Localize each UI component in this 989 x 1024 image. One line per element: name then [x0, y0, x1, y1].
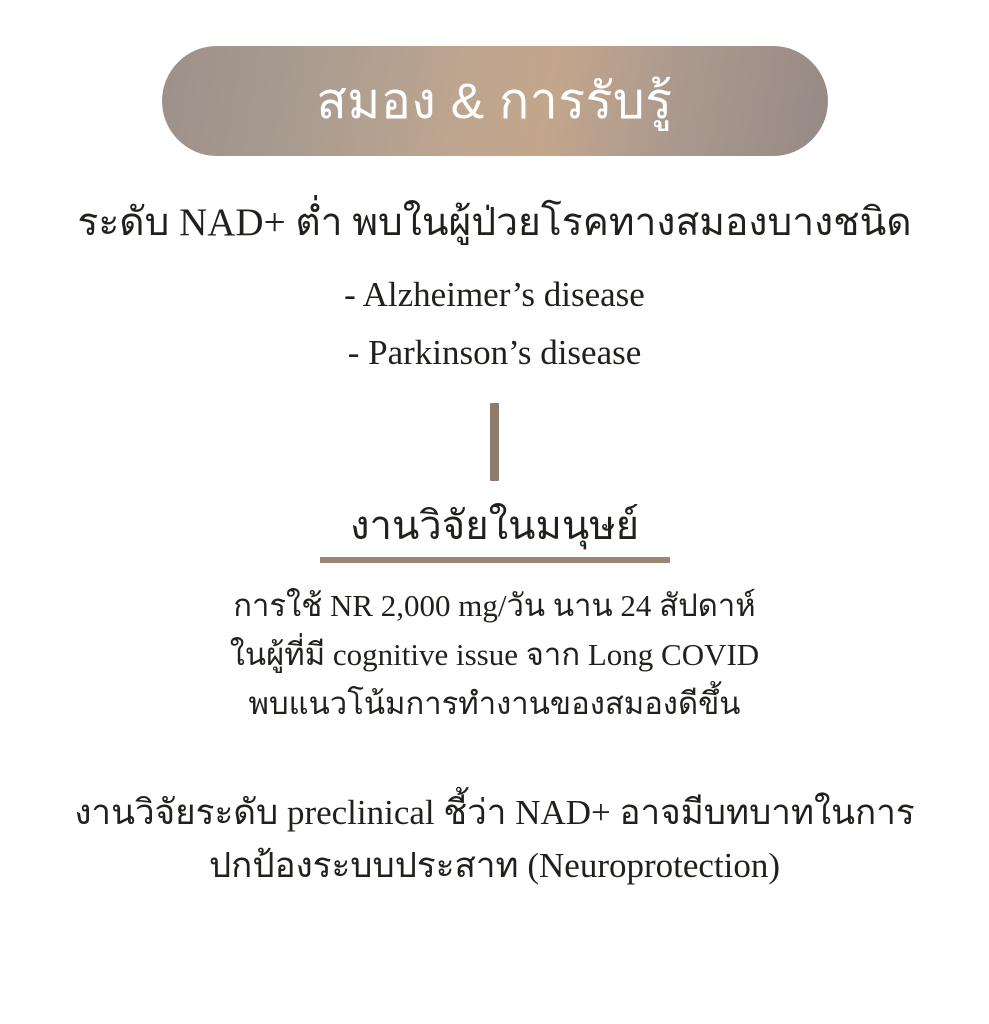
- study-line: พบแนวโน้มการทำงานของสมองดีขึ้น: [248, 685, 741, 721]
- disease-list: [344, 275, 645, 374]
- conclusion-line: งานวิจัยระดับ preclinical ชี้ว่า NAD+ อาจมีบทบาทในการ: [74, 792, 915, 832]
- page-title: สมอง & การรับรู้: [316, 73, 673, 129]
- conclusion-block: [74, 790, 914, 889]
- header-pill: [162, 46, 828, 156]
- section-heading: งานวิจัยในมนุษย์: [349, 504, 640, 549]
- list-item: - Alzheimer’s disease: [344, 274, 645, 314]
- conclusion-line: ปกป้องระบบประสาท (Neuroprotection): [208, 846, 781, 886]
- study-description: [230, 587, 759, 723]
- heading-underline: [320, 557, 670, 563]
- study-line: การใช้ NR 2,000 mg/วัน นาน 24 สัปดาห์: [233, 588, 756, 624]
- study-line: ในผู้ที่มี cognitive issue จาก Long COVID: [229, 637, 760, 673]
- lead-statement: ระดับ NAD+ ต่ำ พบในผู้ป่วยโรคทางสมองบางชนิด: [77, 201, 912, 244]
- vertical-connector-line: [490, 403, 499, 481]
- list-item: - Parkinson’s disease: [347, 333, 642, 373]
